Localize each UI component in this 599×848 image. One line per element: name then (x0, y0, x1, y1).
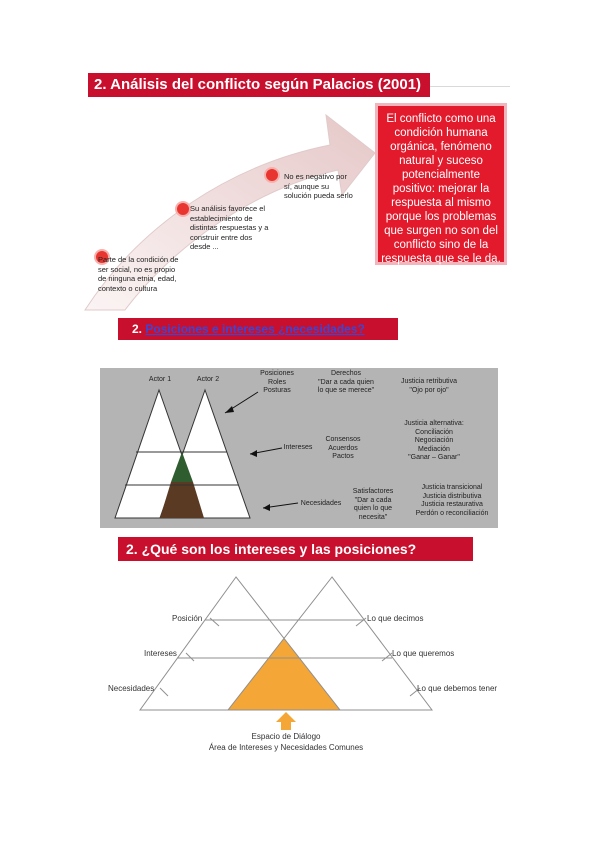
section3-title: 2. ¿Qué son los intereses y las posiciones? (118, 537, 473, 561)
positions-list: Posiciones Roles Posturas (260, 370, 294, 394)
stage-dot-3 (265, 168, 279, 182)
caption-area-intereses: Área de Intereses y Necesidades Comunes (208, 743, 364, 752)
intereses-label: Intereses (283, 444, 313, 451)
justicia-lista: Justicia transicional Justicia distributiva Justicia restaurativa Perdón o reconciliación (415, 484, 489, 517)
section1-title: 2. Análisis del conflicto según Palacios (2001) (88, 73, 430, 97)
label-intereses: Intereses (144, 649, 177, 658)
section2-number: 2. (132, 322, 143, 336)
necesidades-label: Necesidades (300, 500, 342, 507)
conflict-definition-box: El conflicto como una condición humana orgánica, fenómeno natural y suceso potencialmente positivo: mejorar la respuesta al mismo porque los problemas que surgen no son del conflicto sino de la respuesta que se le da. (375, 103, 507, 265)
stage-2-text: Su análisis favorece el establecimiento de distintas respuestas y a construir entre dos desde ... (190, 204, 269, 251)
stage-3-text: No es negativo por sí, aunque su solución pueda serlo (284, 172, 353, 200)
justicia-retributiva: Justicia retributiva "Ojo por ojo" (400, 378, 458, 394)
consensos-block: Consensos Acuerdos Pactos (325, 436, 361, 460)
justicia-alternativa: Justicia alternativa: Conciliación Negociación Mediación "Ganar – Ganar" (404, 420, 464, 461)
label-lo-que-decimos: Lo que decimos (367, 614, 424, 623)
up-arrow (276, 712, 296, 730)
section2-title (118, 318, 398, 340)
stage-1-text: Parte de la condición de ser social, no es propio de ninguna etnia, edad, contexto o cultura (98, 255, 179, 293)
derechos-block: Derechos "Dar a cada quien lo que se merece" (317, 370, 375, 394)
title-rule (430, 86, 510, 87)
label-lo-que-debemos-tener: Lo que debemos tener (417, 684, 498, 693)
satisfactores-block: Satisfactores "Dar a cada quien lo que necesita" (352, 488, 394, 521)
caption-espacio-dialogo: Espacio de Diálogo (251, 732, 321, 741)
label-lo-que-queremos: Lo que queremos (392, 649, 455, 658)
label-posicion: Posición (172, 614, 203, 623)
section2-title-link[interactable]: Posiciones e intereses ¿necesidades? (145, 322, 365, 336)
stage-dot-2 (176, 202, 190, 216)
actor1-label: Actor 1 (148, 376, 172, 383)
dialogue-area (228, 638, 340, 710)
actor2-label: Actor 2 (196, 376, 220, 383)
label-necesidades: Necesidades (108, 684, 155, 693)
